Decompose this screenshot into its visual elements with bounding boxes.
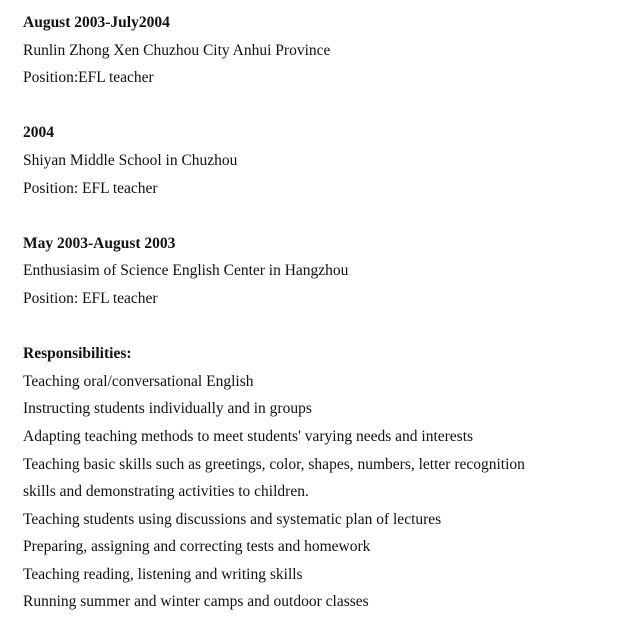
entry-date-heading: August 2003-July2004: [23, 14, 170, 31]
responsibility-item-continuation: skills and demonstrating activities to children.: [23, 483, 309, 501]
resume-work-experience: [23, 9, 603, 616]
entry-2: [23, 119, 603, 202]
responsibility-item: Running summer and winter camps and outdoor classes: [23, 593, 369, 611]
entry-date-heading: May 2003-August 2003: [23, 234, 176, 252]
entry-date-heading: 2004: [23, 124, 54, 142]
responsibility-item: Teaching basic skills such as greetings, color, shapes, numbers, letter recognition: [23, 455, 525, 473]
responsibility-item: Adapting teaching methods to meet students' varying needs and interests: [23, 427, 474, 445]
responsibility-item: Instructing students individually and in groups: [23, 400, 312, 418]
responsibilities-heading: Responsibilities:: [23, 345, 132, 363]
responsibilities-section: [23, 340, 603, 616]
responsibility-item: Preparing, assigning and correcting tests and homework: [23, 538, 371, 556]
responsibility-item: Teaching oral/conversational English: [23, 372, 254, 390]
responsibility-item: Teaching students using discussions and systematic plan of lectures: [23, 510, 442, 528]
responsibility-item: Teaching reading, listening and writing skills: [23, 565, 303, 583]
position-line: Position:EFL teacher: [23, 69, 154, 87]
employer-line: Runlin Zhong Xen Chuzhou City Anhui Province: [23, 41, 331, 59]
employer-line: Enthusiasim of Science English Center in Hangzhou: [23, 262, 349, 280]
entry-1: [23, 9, 603, 92]
position-line: Position: EFL teacher: [23, 289, 158, 307]
employer-line: Shiyan Middle School in Chuzhou: [23, 151, 238, 169]
spacer: [23, 313, 603, 341]
spacer: [23, 202, 603, 230]
position-line: Position: EFL teacher: [23, 179, 158, 197]
entry-3: [23, 230, 603, 313]
spacer: [23, 92, 603, 120]
